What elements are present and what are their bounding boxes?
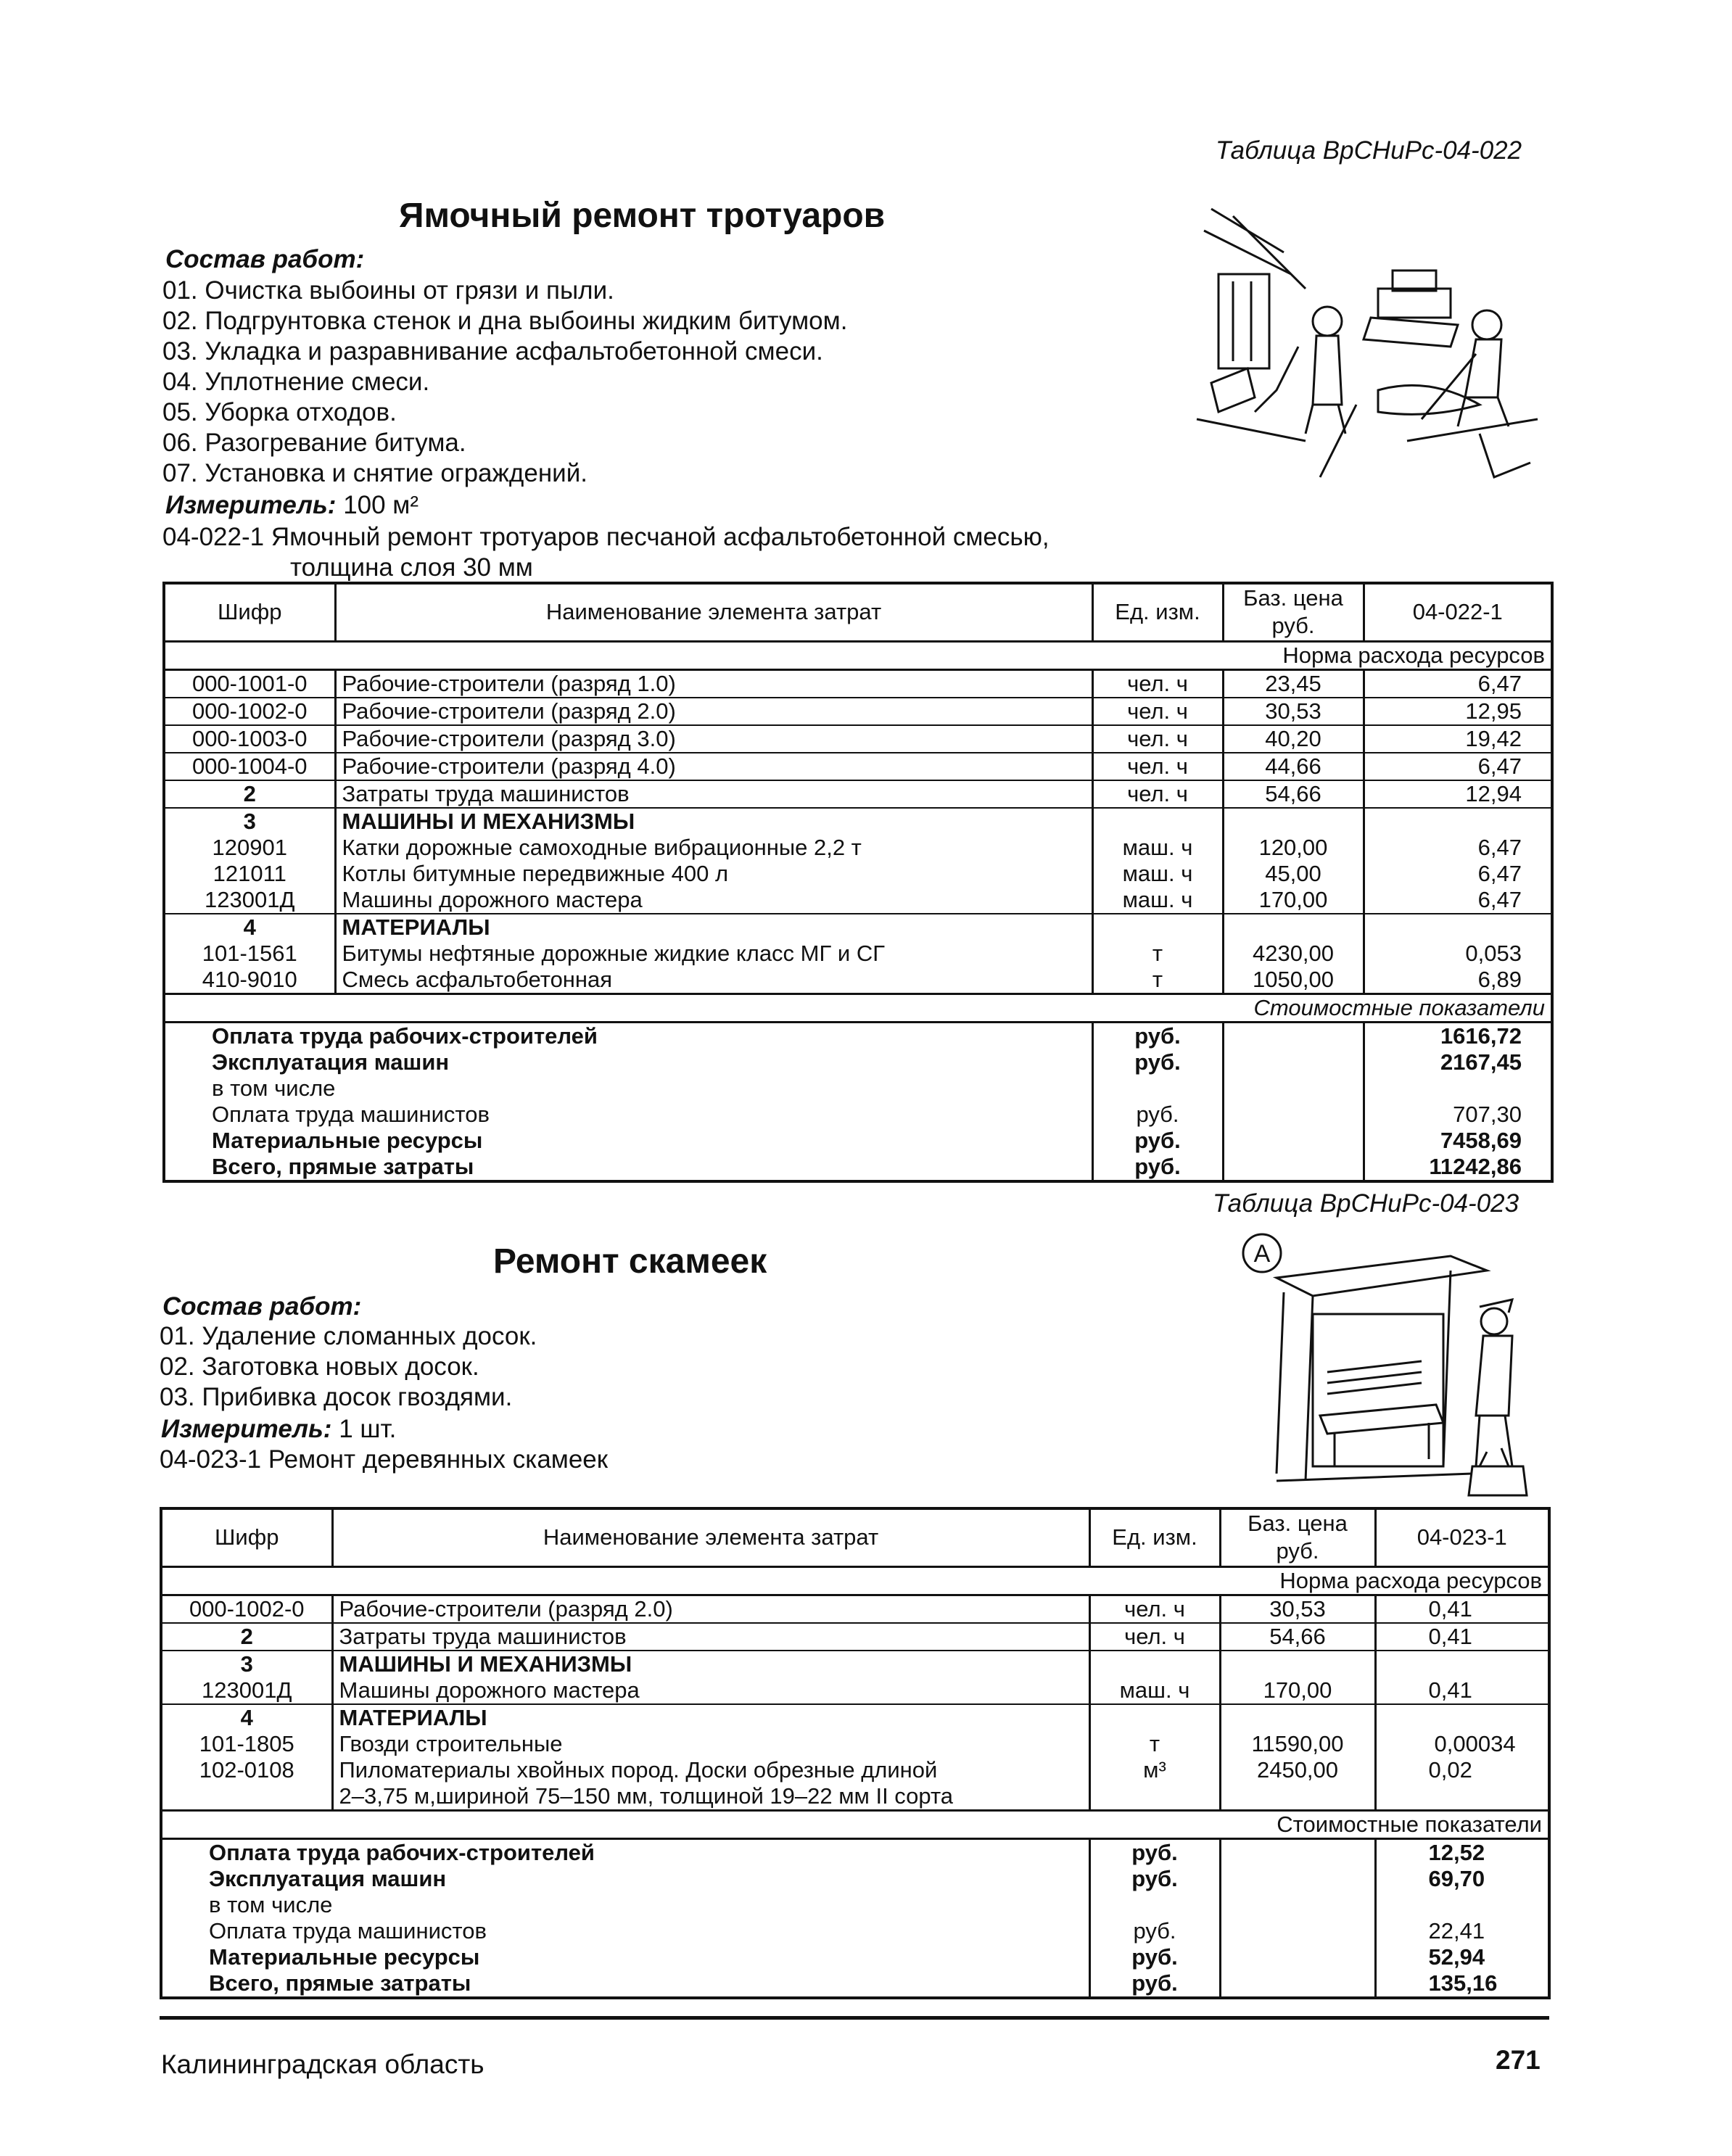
cell-value bbox=[1375, 1704, 1549, 1731]
summary-price bbox=[1220, 1892, 1375, 1918]
summary-name: Оплата труда машинистов bbox=[164, 1102, 1092, 1128]
illustration-letter: A bbox=[1253, 1240, 1271, 1268]
measure-label: Измеритель: bbox=[161, 1415, 332, 1443]
cell-unit: чел. ч bbox=[1092, 780, 1223, 808]
cell-unit: маш. ч bbox=[1092, 887, 1223, 914]
item-text: Ремонт деревянных скамеек bbox=[268, 1445, 609, 1474]
cell-price: 44,66 bbox=[1223, 753, 1364, 780]
table-row bbox=[161, 1757, 1549, 1783]
work-item: 03. Прибивка досок гвоздями. bbox=[160, 1383, 513, 1411]
cell-unit: т bbox=[1089, 1731, 1220, 1757]
cell-code: 101-1561 bbox=[164, 941, 335, 967]
cell-code: 120901 bbox=[164, 835, 335, 861]
cost-band-row bbox=[161, 1810, 1549, 1838]
cell-name: МАШИНЫ И МЕХАНИЗМЫ bbox=[332, 1651, 1089, 1677]
cell-unit: маш. ч bbox=[1092, 835, 1223, 861]
cell-price: 30,53 bbox=[1223, 698, 1364, 725]
work-item: 01. Очистка выбоины от грязи и пыли. bbox=[162, 276, 614, 305]
cell-price: 120,00 bbox=[1223, 835, 1364, 861]
cell-unit: т bbox=[1092, 941, 1223, 967]
summary-unit: руб. bbox=[1089, 1866, 1220, 1892]
resource-table bbox=[160, 1507, 1551, 1999]
header-code: Шифр bbox=[164, 583, 335, 641]
cost-band-label: Стоимостные показатели bbox=[161, 1810, 1549, 1838]
table-row bbox=[164, 725, 1552, 753]
cell-unit bbox=[1089, 1651, 1220, 1677]
item-text: Ямочный ремонт тротуаров песчаной асфальтобетонной смесью, bbox=[271, 523, 1049, 551]
summary-price bbox=[1223, 1128, 1364, 1154]
summary-price bbox=[1220, 1838, 1375, 1866]
work-item: 07. Установка и снятие ограждений. bbox=[162, 459, 587, 487]
measure-value: 100 м² bbox=[343, 491, 419, 519]
summary-name: в том числе bbox=[164, 1075, 1092, 1102]
cell-code: 000-1003-0 bbox=[164, 725, 335, 753]
cell-price: 54,66 bbox=[1220, 1623, 1375, 1651]
cell-name: Рабочие-строители (разряд 3.0) bbox=[335, 725, 1092, 753]
table-row bbox=[164, 669, 1552, 698]
cell-price: 170,00 bbox=[1220, 1677, 1375, 1704]
summary-row bbox=[164, 1102, 1552, 1128]
cell-value bbox=[1364, 914, 1552, 941]
cell-value: 0,00034 bbox=[1434, 1730, 1516, 1756]
cell-price bbox=[1223, 808, 1364, 835]
cell-unit: чел. ч bbox=[1089, 1595, 1220, 1623]
footer-region: Калининградская область bbox=[161, 2049, 484, 2079]
table-reference: Таблица ВрСНиРс-04-023 bbox=[1213, 1189, 1519, 1218]
summary-value: 12,52 bbox=[1428, 1839, 1485, 1865]
work-item: 03. Укладка и разравнивание асфальтобетонной смеси. bbox=[162, 337, 823, 365]
table-row bbox=[161, 1623, 1549, 1651]
summary-unit: руб. bbox=[1089, 1838, 1220, 1866]
cell-code: 3 bbox=[161, 1651, 332, 1677]
table-group-row bbox=[164, 808, 1552, 835]
summary-name: Эксплуатация машин bbox=[164, 1049, 1092, 1075]
cell-code: 000-1004-0 bbox=[164, 753, 335, 780]
cell-value: 0,053 bbox=[1465, 940, 1522, 966]
cell-unit bbox=[1089, 1704, 1220, 1731]
norm-band-row bbox=[164, 641, 1552, 669]
cell-code: 2 bbox=[164, 780, 335, 808]
cell-value: 6,47 bbox=[1364, 669, 1552, 698]
cell-name: Пиломатериалы хвойных пород. Доски обрезные длиной bbox=[332, 1757, 1089, 1783]
cost-band-label: Стоимостные показатели bbox=[164, 994, 1552, 1022]
summary-price bbox=[1223, 1075, 1364, 1102]
cell-value: 6,47 bbox=[1364, 753, 1552, 780]
cell-price: 4230,00 bbox=[1223, 941, 1364, 967]
cell-value bbox=[1375, 1651, 1549, 1677]
cell-code: 3 bbox=[164, 808, 335, 835]
cell-code: 2 bbox=[161, 1623, 332, 1651]
cell-unit bbox=[1092, 808, 1223, 835]
cell-name: Рабочие-строители (разряд 2.0) bbox=[335, 698, 1092, 725]
summary-price bbox=[1223, 1049, 1364, 1075]
work-list bbox=[162, 276, 847, 489]
table-row bbox=[164, 941, 1552, 967]
cell-value: 12,94 bbox=[1364, 780, 1552, 808]
summary-value bbox=[1364, 1075, 1552, 1102]
table-row bbox=[161, 1731, 1549, 1757]
cell-value bbox=[1364, 808, 1552, 835]
summary-unit: руб. bbox=[1089, 1944, 1220, 1970]
table-row bbox=[161, 1783, 1549, 1811]
cell-price: 170,00 bbox=[1223, 887, 1364, 914]
summary-name: в том числе bbox=[161, 1892, 1089, 1918]
summary-unit bbox=[1092, 1075, 1223, 1102]
summary-value: 2167,45 bbox=[1440, 1049, 1522, 1075]
summary-price bbox=[1220, 1970, 1375, 1998]
work-item: 01. Удаление сломанных досок. bbox=[160, 1322, 537, 1350]
cell-unit: чел. ч bbox=[1092, 725, 1223, 753]
item-code: 04-022-1 bbox=[162, 523, 265, 551]
cell-value: 6,47 bbox=[1477, 860, 1522, 886]
summary-row bbox=[161, 1892, 1549, 1918]
summary-value: 11242,86 bbox=[1429, 1153, 1522, 1179]
cost-band-row bbox=[164, 994, 1552, 1022]
cell-unit bbox=[1092, 914, 1223, 941]
summary-value: 1616,72 bbox=[1440, 1023, 1522, 1049]
work-list bbox=[160, 1321, 537, 1413]
bench-repair-illustration bbox=[1233, 1227, 1552, 1503]
cell-unit: чел. ч bbox=[1089, 1623, 1220, 1651]
cell-unit: чел. ч bbox=[1092, 698, 1223, 725]
norm-band-label: Норма расхода ресурсов bbox=[164, 641, 1552, 669]
cell-price bbox=[1223, 914, 1364, 941]
summary-row bbox=[161, 1838, 1549, 1866]
summary-price bbox=[1223, 1022, 1364, 1049]
cell-price: 45,00 bbox=[1223, 861, 1364, 887]
cell-name: Смесь асфальтобетонная bbox=[335, 967, 1092, 994]
item-description bbox=[160, 1445, 608, 1475]
cell-name: Битумы нефтяные дорожные жидкие класс МГ и СГ bbox=[335, 941, 1092, 967]
table-row bbox=[164, 698, 1552, 725]
table-group-row bbox=[161, 1704, 1549, 1731]
item-description-cont: толщина слоя 30 мм bbox=[290, 553, 533, 582]
section-title: Ремонт скамеек bbox=[493, 1242, 767, 1281]
summary-price bbox=[1220, 1944, 1375, 1970]
measure-line bbox=[161, 1414, 396, 1445]
cell-code: 000-1001-0 bbox=[164, 669, 335, 698]
cell-code: 000-1002-0 bbox=[161, 1595, 332, 1623]
cell-price: 2450,00 bbox=[1220, 1757, 1375, 1783]
cell-name: Катки дорожные самоходные вибрационные 2,2 т bbox=[335, 835, 1092, 861]
cell-name: МАТЕРИАЛЫ bbox=[335, 914, 1092, 941]
table-row bbox=[164, 887, 1552, 914]
summary-row bbox=[164, 1075, 1552, 1102]
work-composition-label: Состав работ: bbox=[165, 245, 365, 273]
work-item: 04. Уплотнение смеси. bbox=[162, 368, 430, 396]
summary-unit: руб. bbox=[1092, 1049, 1223, 1075]
cell-unit: чел. ч bbox=[1092, 753, 1223, 780]
summary-value: 52,94 bbox=[1428, 1944, 1485, 1970]
header-norm-code: 04-023-1 bbox=[1375, 1508, 1549, 1566]
summary-value: 135,16 bbox=[1428, 1970, 1498, 1996]
summary-value: 7458,69 bbox=[1440, 1127, 1522, 1153]
cell-price: 30,53 bbox=[1220, 1595, 1375, 1623]
summary-value: 69,70 bbox=[1428, 1865, 1485, 1891]
norm-band-row bbox=[161, 1566, 1549, 1595]
cell-code: 123001Д bbox=[161, 1677, 332, 1704]
summary-row bbox=[161, 1918, 1549, 1944]
summary-name: Материальные ресурсы bbox=[164, 1128, 1092, 1154]
section-title: Ямочный ремонт тротуаров bbox=[399, 197, 886, 235]
work-composition-label: Состав работ: bbox=[162, 1292, 362, 1321]
summary-row bbox=[164, 1022, 1552, 1049]
summary-unit: руб. bbox=[1089, 1918, 1220, 1944]
summary-name: Всего, прямые затраты bbox=[161, 1970, 1089, 1998]
cell-name: Затраты труда машинистов bbox=[332, 1623, 1089, 1651]
cell-price: 23,45 bbox=[1223, 669, 1364, 698]
cell-value: 0,41 bbox=[1375, 1677, 1549, 1704]
norm-band-label: Норма расхода ресурсов bbox=[161, 1566, 1549, 1595]
cell-price bbox=[1220, 1783, 1375, 1811]
cell-name: Гвозди строительные bbox=[332, 1731, 1089, 1757]
cell-price: 11590,00 bbox=[1220, 1731, 1375, 1757]
cell-unit: маш. ч bbox=[1092, 861, 1223, 887]
summary-unit: руб. bbox=[1089, 1970, 1220, 1998]
work-item: 06. Разогревание битума. bbox=[162, 429, 466, 457]
summary-name: Оплата труда машинистов bbox=[161, 1918, 1089, 1944]
header-unit: Ед. изм. bbox=[1092, 583, 1223, 641]
footer-rule bbox=[160, 2016, 1549, 2020]
table-row bbox=[164, 753, 1552, 780]
table-row bbox=[161, 1595, 1549, 1623]
cell-price: 54,66 bbox=[1223, 780, 1364, 808]
summary-price bbox=[1220, 1918, 1375, 1944]
table-row bbox=[164, 967, 1552, 994]
measure-value: 1 шт. bbox=[339, 1415, 397, 1443]
cell-value: 0,02 bbox=[1428, 1756, 1472, 1783]
page-number: 271 bbox=[1496, 2045, 1541, 2075]
cell-code: 101-1805 bbox=[161, 1731, 332, 1757]
summary-row bbox=[164, 1154, 1552, 1181]
summary-unit: руб. bbox=[1092, 1154, 1223, 1181]
summary-name: Всего, прямые затраты bbox=[164, 1154, 1092, 1181]
cell-name: МАТЕРИАЛЫ bbox=[332, 1704, 1089, 1731]
summary-name: Эксплуатация машин bbox=[161, 1866, 1089, 1892]
table-row bbox=[164, 861, 1552, 887]
cell-price: 1050,00 bbox=[1223, 967, 1364, 994]
cell-name: Машины дорожного мастера bbox=[335, 887, 1092, 914]
work-item: 05. Уборка отходов. bbox=[162, 398, 397, 426]
resource-table bbox=[162, 582, 1554, 1183]
cell-value bbox=[1375, 1783, 1549, 1811]
header-price: Баз. цена руб. bbox=[1223, 583, 1364, 641]
summary-unit: руб. bbox=[1092, 1128, 1223, 1154]
cell-name: Рабочие-строители (разряд 4.0) bbox=[335, 753, 1092, 780]
summary-price bbox=[1220, 1866, 1375, 1892]
summary-unit: руб. bbox=[1092, 1022, 1223, 1049]
table-header-row bbox=[161, 1508, 1549, 1566]
summary-name: Материальные ресурсы bbox=[161, 1944, 1089, 1970]
summary-value: 22,41 bbox=[1428, 1917, 1485, 1944]
work-item: 02. Подгрунтовка стенок и дна выбоины жидким битумом. bbox=[162, 307, 848, 335]
cell-code: 4 bbox=[164, 914, 335, 941]
summary-price bbox=[1223, 1102, 1364, 1128]
item-code: 04-023-1 bbox=[160, 1445, 262, 1474]
cell-name: Рабочие-строители (разряд 1.0) bbox=[335, 669, 1092, 698]
cell-value: 6,47 bbox=[1477, 834, 1522, 860]
measure-label: Измеритель: bbox=[165, 491, 337, 519]
pothole-repair-illustration bbox=[1189, 202, 1559, 492]
cell-value: 12,95 bbox=[1364, 698, 1552, 725]
summary-name: Оплата труда рабочих-строителей bbox=[161, 1838, 1089, 1866]
item-description bbox=[162, 522, 1049, 553]
cell-value: 6,47 bbox=[1364, 887, 1552, 914]
cell-price: 40,20 bbox=[1223, 725, 1364, 753]
header-price: Баз. цена руб. bbox=[1220, 1508, 1375, 1566]
summary-unit: руб. bbox=[1092, 1102, 1223, 1128]
cell-unit: м³ bbox=[1089, 1757, 1220, 1783]
summary-price bbox=[1223, 1154, 1364, 1181]
cell-price bbox=[1220, 1651, 1375, 1677]
table-reference: Таблица ВрСНиРс-04-022 bbox=[1216, 136, 1522, 165]
summary-value: 707,30 bbox=[1453, 1101, 1522, 1127]
cell-code: 123001Д bbox=[164, 887, 335, 914]
table-group-row bbox=[161, 1651, 1549, 1677]
cell-code: 000-1002-0 bbox=[164, 698, 335, 725]
cell-code: 4 bbox=[161, 1704, 332, 1731]
cell-unit: маш. ч bbox=[1089, 1677, 1220, 1704]
cell-code: 102-0108 bbox=[161, 1757, 332, 1783]
cell-code: 410-9010 bbox=[164, 967, 335, 994]
summary-value bbox=[1375, 1892, 1549, 1918]
cell-value: 0,41 bbox=[1375, 1623, 1549, 1651]
cell-name: Затраты труда машинистов bbox=[335, 780, 1092, 808]
cell-unit: чел. ч bbox=[1092, 669, 1223, 698]
summary-row bbox=[164, 1128, 1552, 1154]
cell-name: Рабочие-строители (разряд 2.0) bbox=[332, 1595, 1089, 1623]
table-row bbox=[164, 835, 1552, 861]
summary-name: Оплата труда рабочих-строителей bbox=[164, 1022, 1092, 1049]
measure-line bbox=[165, 490, 418, 521]
header-norm-code: 04-022-1 bbox=[1364, 583, 1552, 641]
cell-unit: т bbox=[1092, 967, 1223, 994]
cell-name: Котлы битумные передвижные 400 л bbox=[335, 861, 1092, 887]
table-row bbox=[164, 780, 1552, 808]
table-header-row bbox=[164, 583, 1552, 641]
cell-unit bbox=[1089, 1783, 1220, 1811]
cell-price bbox=[1220, 1704, 1375, 1731]
cell-code: 121011 bbox=[164, 861, 335, 887]
cell-value: 19,42 bbox=[1364, 725, 1552, 753]
table-group-row bbox=[164, 914, 1552, 941]
table-row bbox=[161, 1677, 1549, 1704]
cell-value: 0,41 bbox=[1375, 1595, 1549, 1623]
cell-name: МАШИНЫ И МЕХАНИЗМЫ bbox=[335, 808, 1092, 835]
header-unit: Ед. изм. bbox=[1089, 1508, 1220, 1566]
summary-row bbox=[161, 1866, 1549, 1892]
work-item: 02. Заготовка новых досок. bbox=[160, 1352, 479, 1381]
header-code: Шифр bbox=[161, 1508, 332, 1566]
summary-row bbox=[161, 1944, 1549, 1970]
header-name: Наименование элемента затрат bbox=[332, 1508, 1089, 1566]
summary-unit bbox=[1089, 1892, 1220, 1918]
summary-row bbox=[161, 1970, 1549, 1998]
cell-code bbox=[161, 1783, 332, 1811]
summary-row bbox=[164, 1049, 1552, 1075]
cell-value: 6,89 bbox=[1477, 966, 1522, 992]
header-name: Наименование элемента затрат bbox=[335, 583, 1092, 641]
cell-name: 2–3,75 м,шириной 75–150 мм, толщиной 19–22 мм II сорта bbox=[332, 1783, 1089, 1811]
cell-name: Машины дорожного мастера bbox=[332, 1677, 1089, 1704]
